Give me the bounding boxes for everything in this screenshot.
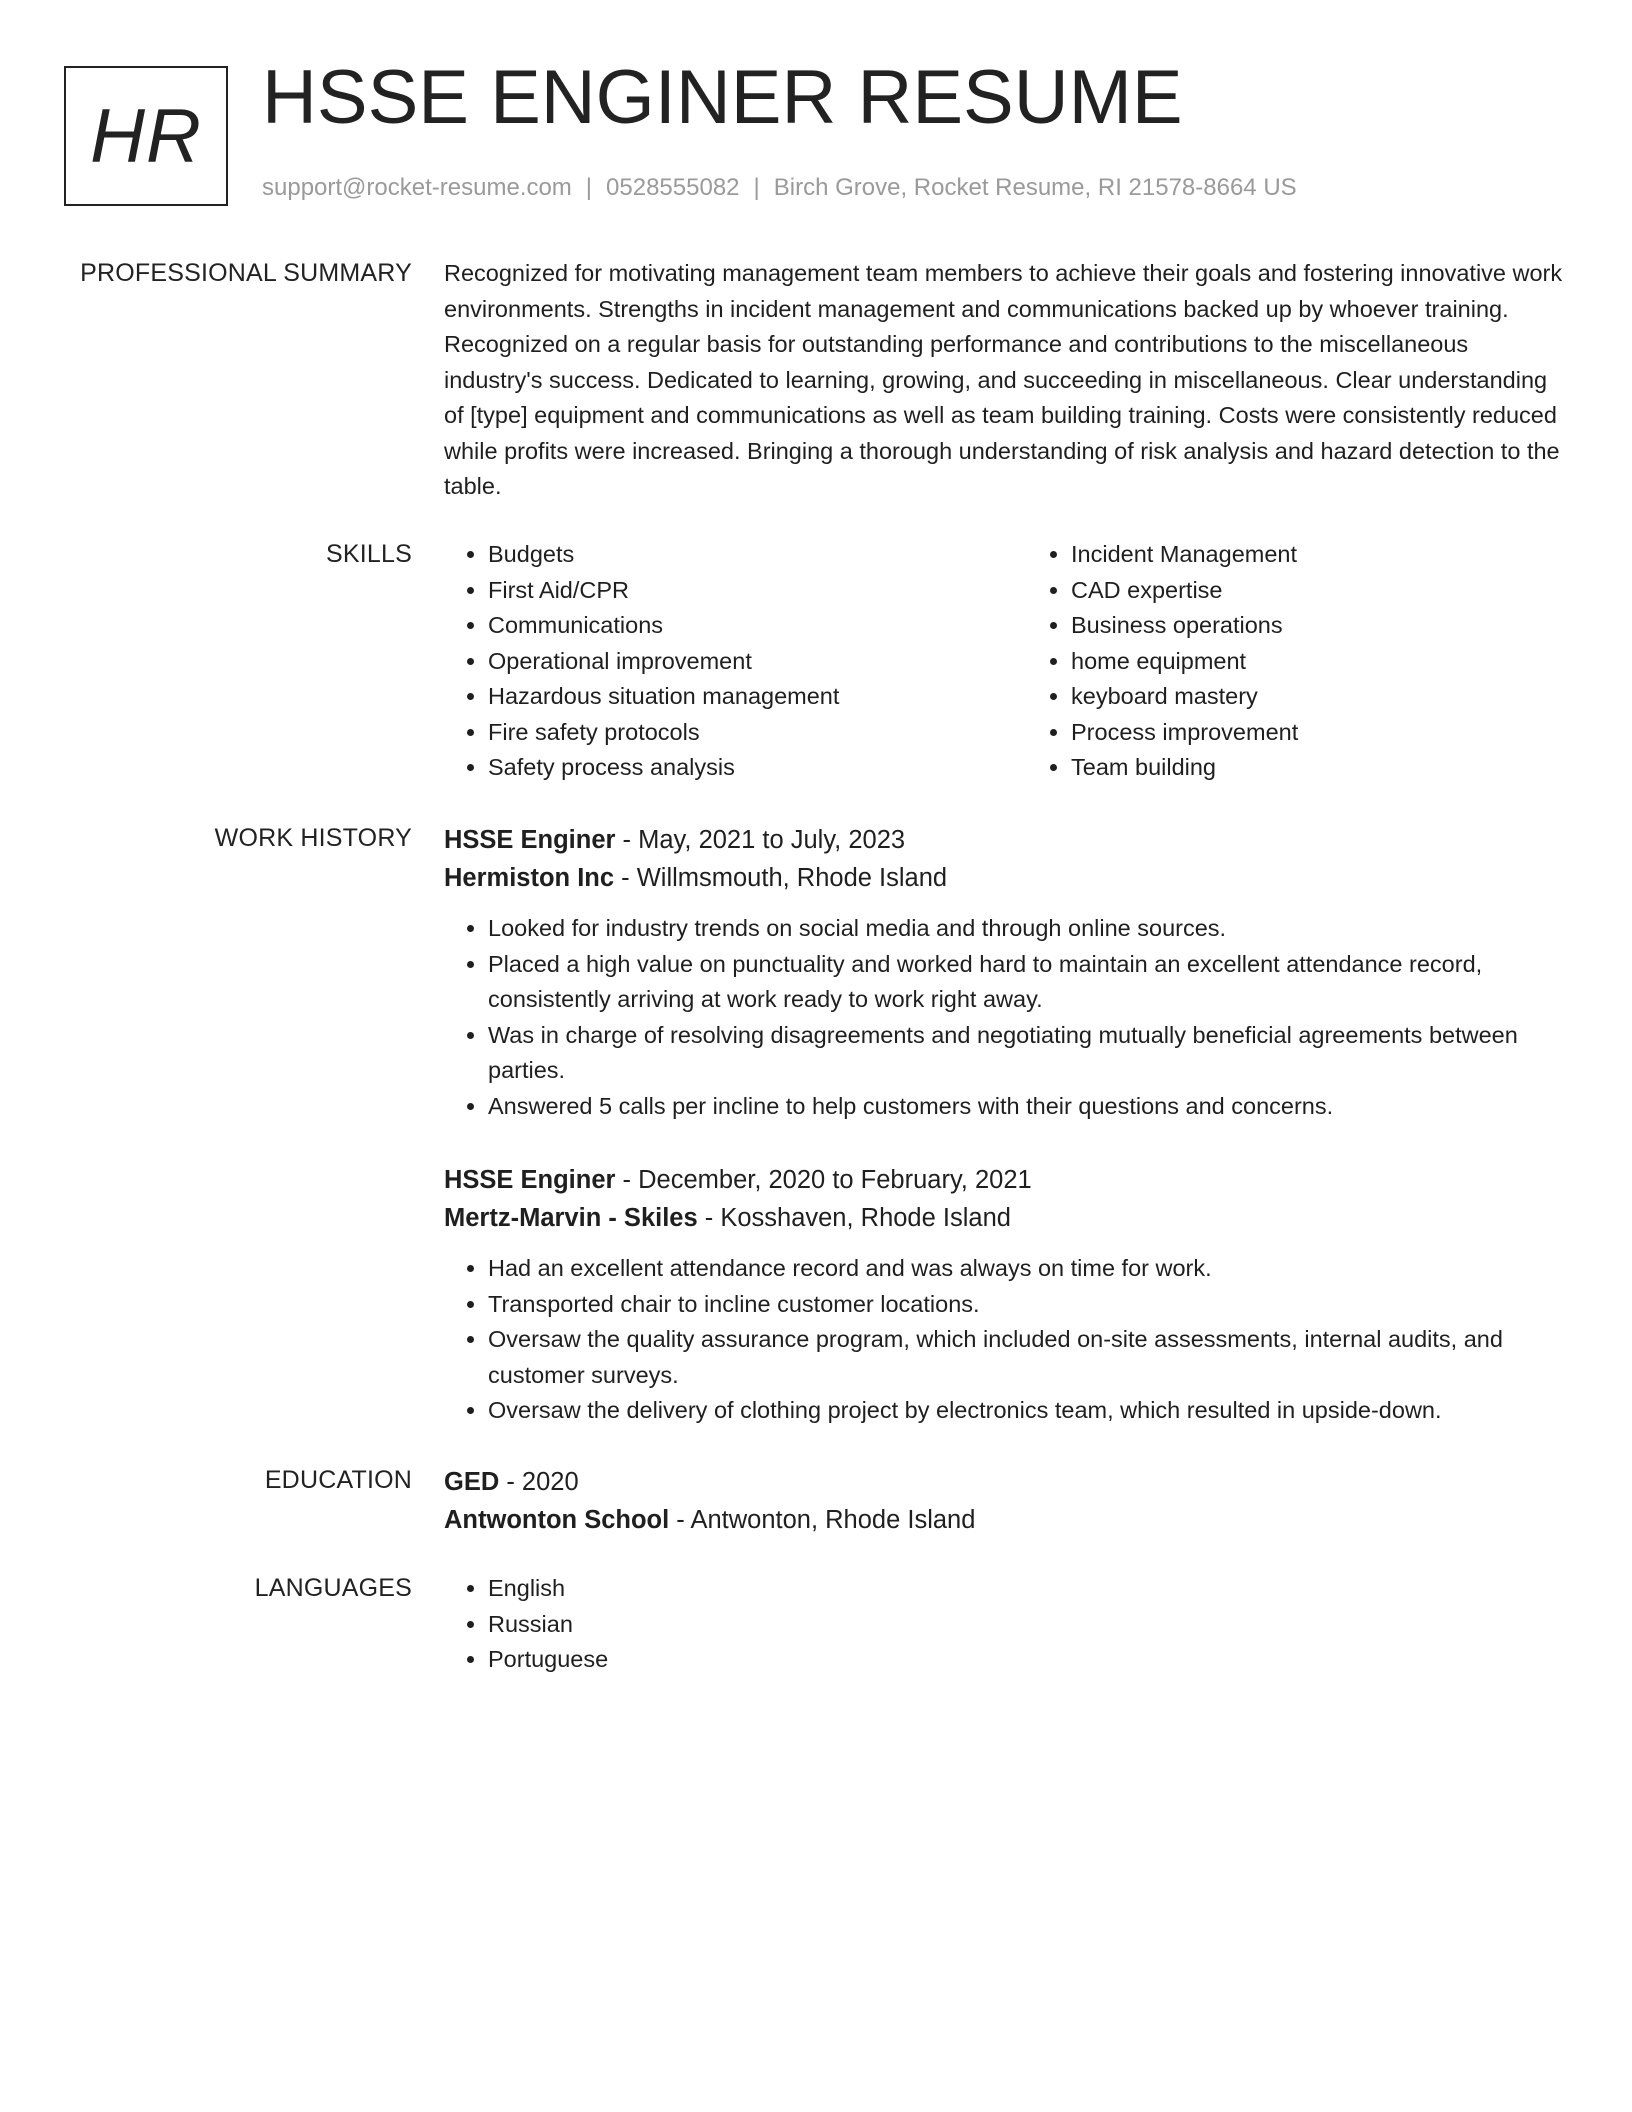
monogram-logo: HR xyxy=(64,66,228,206)
job-company: Hermiston Inc xyxy=(444,864,615,892)
education-degree-line xyxy=(444,1463,1564,1501)
education-school: Antwonton School xyxy=(444,1506,670,1534)
job-bullet: • Looked for industry trends on social media and through online sources. xyxy=(488,911,1564,947)
job-company: Mertz-Marvin - Skiles xyxy=(444,1204,698,1232)
job-location: - Willmsmouth, Rhode Island xyxy=(614,864,948,892)
education-entry xyxy=(444,1463,1564,1539)
skill-item: • Safety process analysis xyxy=(488,750,981,786)
language-item: • English xyxy=(488,1571,1564,1607)
contact-phone[interactable]: 0528555082 xyxy=(606,174,740,201)
skill-item: • Hazardous situation management xyxy=(488,679,981,715)
language-item: • Russian xyxy=(488,1607,1564,1643)
job-bullet: • Had an excellent attendance record and was always on time for work. xyxy=(488,1251,1564,1287)
skill-item: • Business operations xyxy=(1071,608,1564,644)
skills-list xyxy=(444,537,1564,786)
skill-item: • Process improvement xyxy=(1071,715,1564,751)
job-title: HSSE Enginer xyxy=(444,1166,616,1194)
job-title-line xyxy=(444,1161,1564,1199)
job-bullet: • Was in charge of resolving disagreements and negotiating mutually beneficial agreements between parties. xyxy=(488,1018,1564,1089)
contact-line xyxy=(262,174,1297,202)
skill-item: • First Aid/CPR xyxy=(488,573,981,609)
job-bullets xyxy=(444,1251,1564,1429)
contact-email[interactable]: support@rocket-resume.com xyxy=(262,174,572,201)
skill-item: • Incident Management xyxy=(1071,537,1564,573)
skill-item: • CAD expertise xyxy=(1071,573,1564,609)
job-bullets xyxy=(444,911,1564,1124)
job-bullet: • Answered 5 calls per incline to help customers with their questions and concerns. xyxy=(488,1089,1564,1125)
job-location: - Kosshaven, Rhode Island xyxy=(697,1204,1011,1232)
job-company-line xyxy=(444,859,1564,897)
contact-separator: | xyxy=(753,174,760,201)
education-location: - Antwonton, Rhode Island xyxy=(669,1506,976,1534)
languages-bullets xyxy=(444,1571,1564,1678)
languages-heading: LANGUAGES xyxy=(254,1574,412,1602)
education-degree: GED xyxy=(444,1468,500,1496)
skill-item: • Operational improvement xyxy=(488,644,981,680)
skills-column-1 xyxy=(444,537,981,786)
summary-heading: PROFESSIONAL SUMMARY xyxy=(80,259,412,287)
education-heading: EDUCATION xyxy=(264,1466,412,1494)
skills-heading: SKILLS xyxy=(326,540,412,568)
contact-separator: | xyxy=(585,174,593,201)
skill-item: • Team building xyxy=(1071,750,1564,786)
job-bullet: • Oversaw the quality assurance program, which included on-site assessments, internal audits, and customer surveys. xyxy=(488,1322,1564,1393)
skill-item: • Fire safety protocols xyxy=(488,715,981,751)
summary-text: Recognized for motivating management team members to achieve their goals and fostering innovative work environments. Strengths in incident management and communications backed up by whoever training. Recognized on a regular basis for outstanding performance and contributions to the miscellaneous industry's success. Dedicated to learning, growing, and succeeding in miscellaneous. Clear understanding of [type] equipment and communications as well as team building training. Costs were consistently reduced while profits were increased. Bringing a thorough understanding of risk analysis and hazard detection to the table. xyxy=(444,260,1563,499)
job-bullet: • Transported chair to incline customer locations. xyxy=(488,1287,1564,1323)
job-dates: - December, 2020 to February, 2021 xyxy=(615,1166,1032,1194)
language-item: • Portuguese xyxy=(488,1642,1564,1678)
job-title: HSSE Enginer xyxy=(444,826,616,854)
job-bullet: • Oversaw the delivery of clothing project by electronics team, which resulted in upside-down. xyxy=(488,1393,1564,1429)
education-school-line xyxy=(444,1501,1564,1539)
job-title-line xyxy=(444,821,1564,859)
skill-item: • keyboard mastery xyxy=(1071,679,1564,715)
languages-list xyxy=(444,1571,1564,1678)
job-entry xyxy=(444,1161,1564,1429)
job-entry xyxy=(444,821,1564,1124)
job-company-line xyxy=(444,1199,1564,1237)
skill-item: • Communications xyxy=(488,608,981,644)
resume-title: HSSE ENGINER RESUME xyxy=(262,55,1183,140)
education-year: - 2020 xyxy=(499,1468,579,1496)
work-history-heading: WORK HISTORY xyxy=(214,824,412,852)
job-dates: - May, 2021 to July, 2023 xyxy=(615,826,906,854)
skill-item: • home equipment xyxy=(1071,644,1564,680)
skill-item: • Budgets xyxy=(488,537,981,573)
skills-column-2 xyxy=(1027,537,1564,786)
contact-address: Birch Grove, Rocket Resume, RI 21578-8664 US xyxy=(773,174,1297,201)
job-bullet: • Placed a high value on punctuality and worked hard to maintain an excellent attendance record, consistently arriving at work ready to work right away. xyxy=(488,947,1564,1018)
